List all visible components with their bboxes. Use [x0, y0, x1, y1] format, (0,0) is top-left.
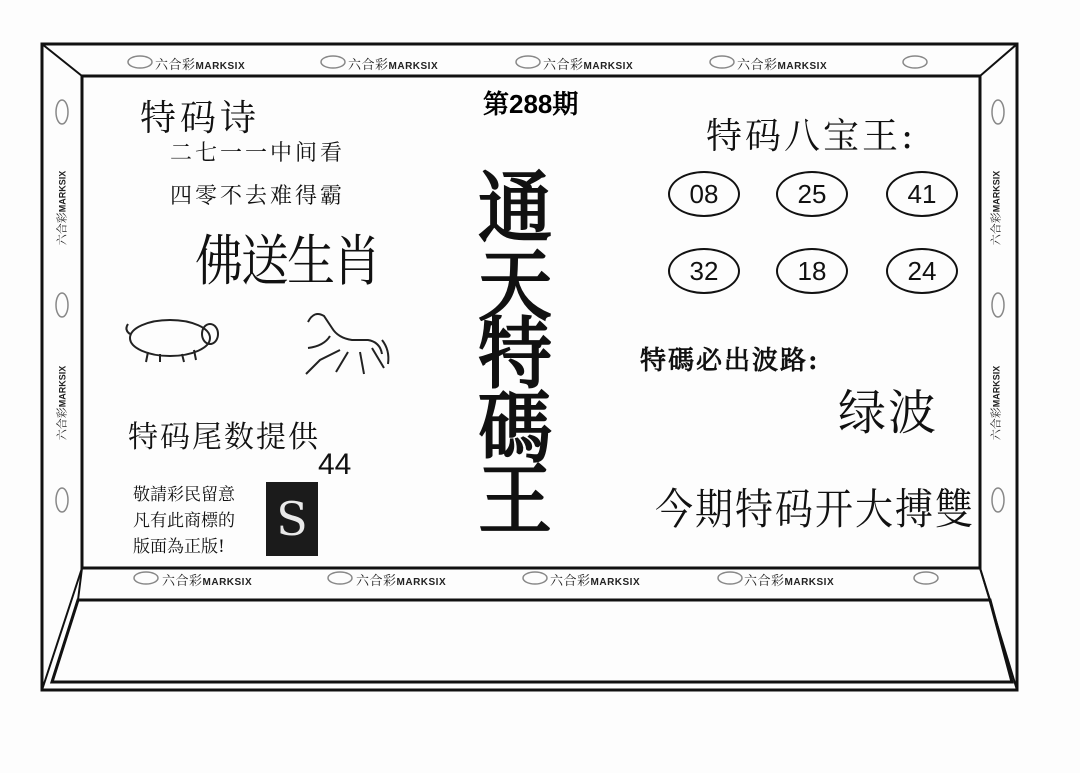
- brand-label: [356, 570, 446, 589]
- center-title-char-4: 碼: [478, 383, 552, 475]
- poem-line-2: 四零不去难得霸: [170, 184, 346, 209]
- number-ball: 32: [668, 248, 740, 294]
- wave-title: 特碼必出波路:: [640, 346, 820, 376]
- poem-title: 特码诗: [140, 98, 261, 139]
- brand-label: [744, 570, 834, 589]
- issue-number: 第288期: [483, 89, 579, 119]
- brand-label: [737, 54, 827, 73]
- poem-line-1: 二七一一中间看: [170, 141, 346, 166]
- brand-cn: 六合彩: [162, 574, 203, 589]
- brand-cn: 六合彩: [356, 574, 397, 589]
- brand-en: MARKSIX: [784, 577, 835, 588]
- brand-cn: 六合彩: [55, 407, 69, 441]
- brand-label-vertical: [53, 366, 69, 441]
- center-title-char-3: 特: [478, 309, 552, 401]
- brand-en: MARKSIX: [991, 365, 1002, 408]
- brand-cn: 六合彩: [989, 212, 1003, 246]
- number-ball: 41: [886, 171, 958, 217]
- brand-label-vertical: [987, 171, 1003, 246]
- authenticity-notice: [133, 482, 261, 560]
- brand-en: MARKSIX: [57, 170, 68, 213]
- brand-cn: 六合彩: [55, 212, 69, 246]
- brand-en: MARKSIX: [202, 577, 253, 588]
- wave-value: 绿波: [838, 385, 939, 441]
- notice-line-3: 版面為正版!: [133, 537, 225, 557]
- brand-en: MARKSIX: [388, 61, 439, 72]
- brand-cn: 六合彩: [155, 58, 196, 73]
- center-title-char-2: 天: [478, 241, 552, 333]
- brand-cn: 六合彩: [744, 574, 785, 589]
- brand-en: MARKSIX: [590, 577, 641, 588]
- slogan: 今期特码开大搏雙: [655, 484, 976, 535]
- brand-cn: 六合彩: [550, 574, 591, 589]
- brand-cn: 六合彩: [737, 58, 778, 73]
- brand-label-vertical: [53, 171, 69, 246]
- brand-en: MARKSIX: [583, 61, 634, 72]
- brand-en: MARKSIX: [195, 61, 246, 72]
- brand-label: [348, 54, 438, 73]
- brand-cn: 六合彩: [348, 58, 389, 73]
- brand-label: [162, 570, 252, 589]
- trademark-stamp: [266, 482, 318, 556]
- brand-label: [543, 54, 633, 73]
- notice-line-2: 凡有此商標的: [133, 511, 235, 531]
- brand-en: MARKSIX: [396, 577, 447, 588]
- brand-en: MARKSIX: [777, 61, 828, 72]
- brand-en: MARKSIX: [991, 170, 1002, 213]
- brand-label-vertical: [987, 366, 1003, 441]
- brand-cn: 六合彩: [989, 407, 1003, 441]
- center-title-char-5: 王: [478, 455, 552, 547]
- brand-label: [155, 54, 245, 73]
- brand-cn: 六合彩: [543, 58, 584, 73]
- eight-treasure-title: 特码八宝王:: [706, 116, 917, 157]
- stamp-glyph: S: [276, 492, 308, 546]
- gift-zodiac-heading: 佛送生肖: [195, 229, 380, 294]
- pig-icon: [126, 320, 218, 362]
- tail-number-value: 44: [318, 448, 352, 481]
- number-ball: 18: [776, 248, 848, 294]
- number-ball: 24: [886, 248, 958, 294]
- number-ball: 25: [776, 171, 848, 217]
- brand-en: MARKSIX: [57, 365, 68, 408]
- horse-icon: [306, 314, 388, 374]
- center-title-char-1: 通: [478, 163, 552, 255]
- number-ball: 08: [668, 171, 740, 217]
- brand-label: [550, 570, 640, 589]
- tail-number-title: 特码尾数提供: [128, 420, 320, 455]
- notice-line-1: 敬請彩民留意: [133, 485, 235, 505]
